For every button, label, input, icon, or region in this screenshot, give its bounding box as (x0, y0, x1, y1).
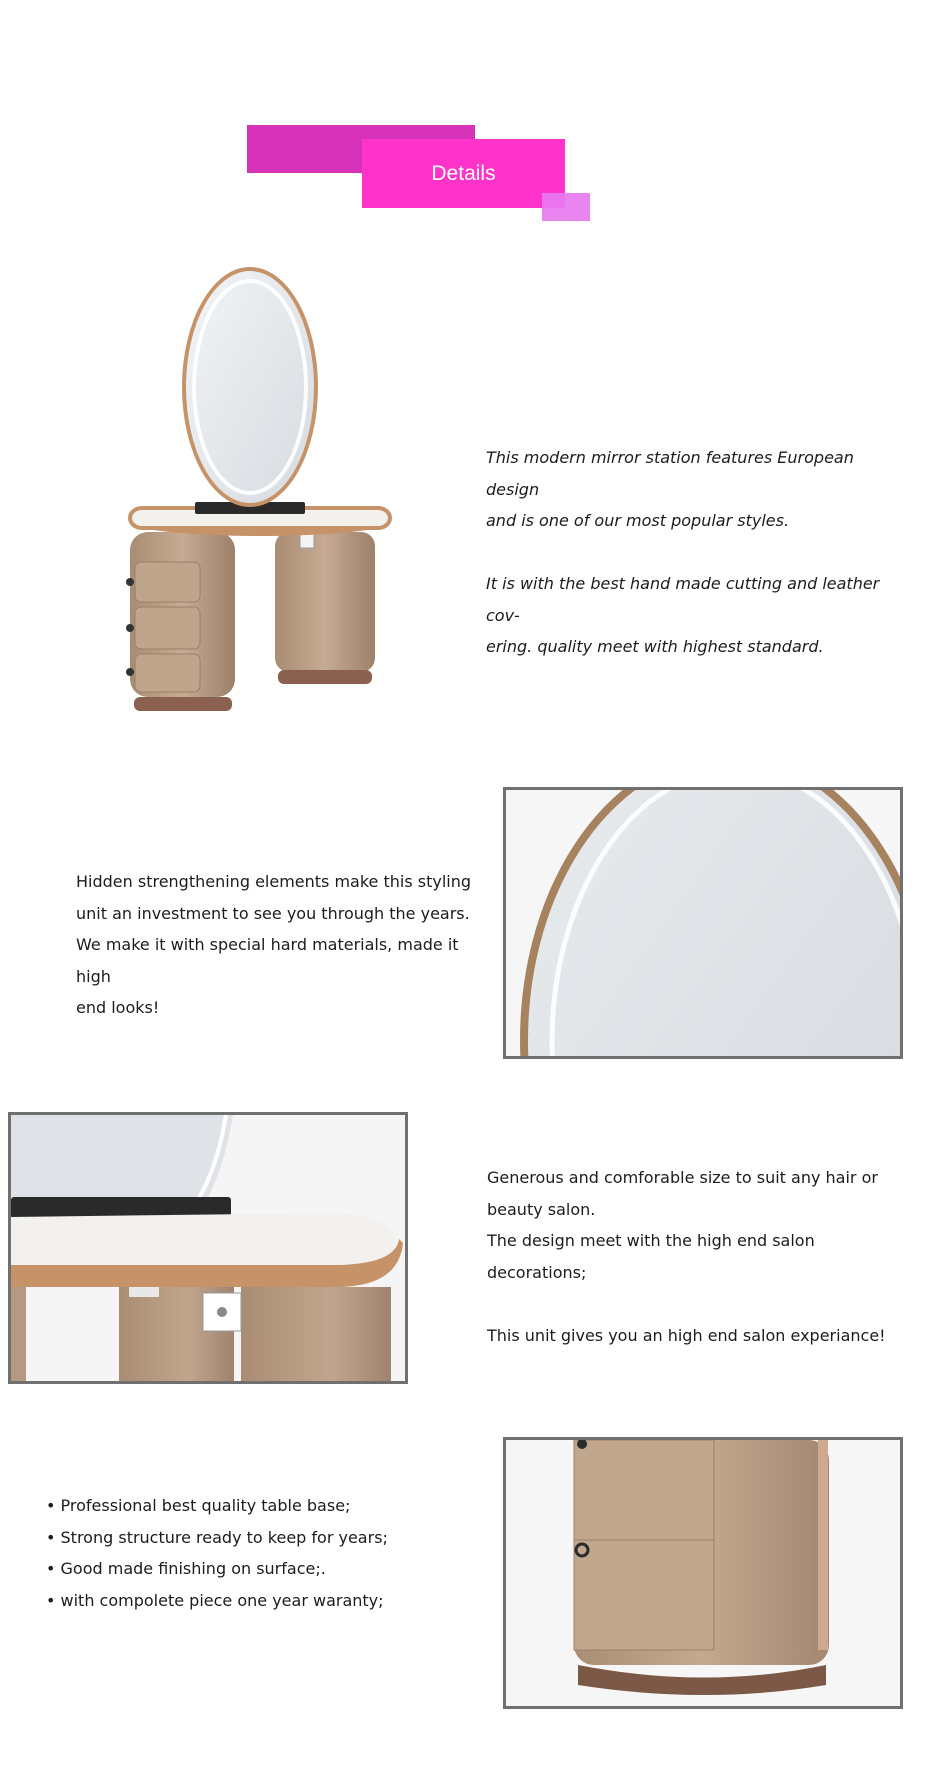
section2-line-4: end looks! (76, 998, 160, 1017)
section1-line-4: ering. quality meet with highest standard. (486, 637, 824, 656)
section1-line-1: This modern mirror station features European design (486, 448, 854, 499)
section2-text (76, 866, 476, 1024)
section3-line-2: beauty salon. (487, 1199, 596, 1219)
section2-line-1: Hidden strengthening elements make this styling (76, 872, 472, 891)
section3-text (487, 1162, 907, 1351)
details-banner (362, 139, 565, 208)
section3-line-1: Generous and comforable size to suit any hair or (487, 1168, 878, 1187)
bullet-item: • Good made finishing on surface;. (46, 1559, 326, 1578)
section4-bullets (46, 1490, 466, 1616)
drawer-base-closeup-photo (503, 1437, 903, 1709)
section3-line-3: The design meet with the high end salon decorations; (487, 1231, 815, 1282)
section2-line-3: We make it with special hard materials, made it high (76, 935, 459, 986)
mirror-closeup-photo (503, 787, 903, 1059)
bullet-item: • with compolete piece one year waranty; (46, 1590, 384, 1610)
bullet-item: • Strong structure ready to keep for years; (46, 1527, 388, 1547)
section1-line-2: and is one of our most popular styles. (486, 511, 790, 530)
section2-line-2: unit an investment to see you through the years. (76, 903, 470, 923)
section3-line-4: This unit gives you an high end salon experiance! (487, 1325, 886, 1345)
vanity-station-photo (110, 262, 400, 722)
tabletop-closeup-photo (8, 1112, 408, 1384)
section1-line-3: It is with the best hand made cutting and leather cov- (486, 574, 880, 625)
details-title: Details (431, 161, 496, 185)
bullet-item: • Professional best quality table base; (46, 1496, 351, 1515)
banner-accent-block (542, 193, 590, 221)
section1-text (486, 442, 906, 663)
